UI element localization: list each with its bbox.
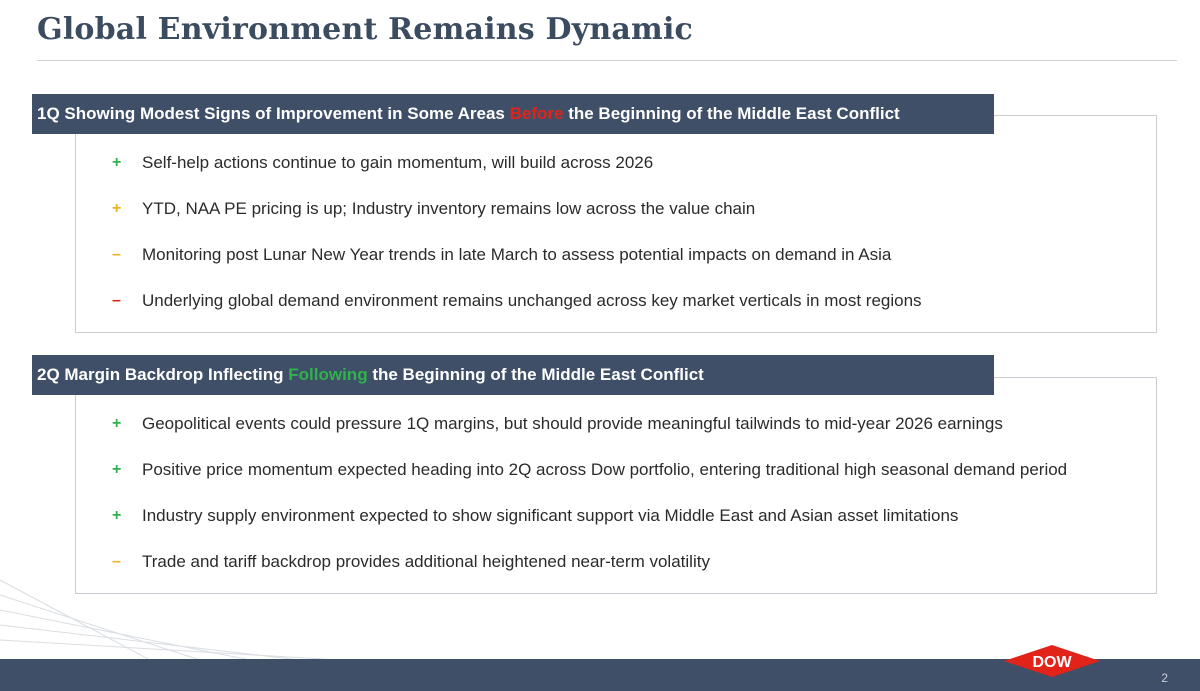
minus-icon: – [112, 553, 121, 570]
minus-icon: – [112, 246, 121, 263]
bullet-item [112, 459, 1067, 505]
section-1-header-post: the Beginning of the Middle East Conflict [563, 104, 900, 123]
dow-logo [1004, 645, 1100, 677]
title-divider [37, 60, 1177, 61]
page-number: 2 [1161, 671, 1168, 685]
bullet-text: Positive price momentum expected heading into 2Q across Dow portfolio, entering traditional high seasonal demand period [142, 460, 1068, 479]
plus-icon: + [112, 507, 122, 524]
bullet-item [112, 413, 1067, 459]
plus-icon: + [112, 200, 122, 217]
bullet-item [112, 244, 922, 290]
section-2-header [32, 355, 994, 395]
logo-text: DOW [1032, 654, 1072, 671]
bullet-text: YTD, NAA PE pricing is up; Industry inventory remains low across the value chain [142, 199, 756, 218]
section-1-header [32, 94, 994, 134]
plus-icon: + [112, 461, 122, 478]
plus-icon: + [112, 415, 122, 432]
slide-title: Global Environment Remains Dynamic [37, 12, 694, 47]
section-1-bullet-list [112, 152, 922, 336]
decorative-lines [0, 560, 340, 660]
section-2-header-highlight: Following [288, 365, 368, 384]
section-2-header-post: the Beginning of the Middle East Conflict [367, 365, 704, 384]
bullet-text: Geopolitical events could pressure 1Q margins, but should provide meaningful tailwinds to mid-year 2026 earnings [142, 414, 1003, 433]
bullet-item [112, 198, 922, 244]
bullet-text: Trade and tariff backdrop provides additional heightened near-term volatility [142, 552, 710, 571]
bullet-text: Underlying global demand environment remains unchanged across key market verticals in most regions [142, 291, 922, 310]
bullet-item [112, 505, 1067, 551]
bullet-item [112, 290, 922, 336]
minus-icon: – [112, 292, 121, 309]
bullet-text: Self-help actions continue to gain momentum, will build across 2026 [142, 153, 654, 172]
bullet-text: Industry supply environment expected to show significant support via Middle East and Asian asset limitations [142, 506, 959, 525]
bullet-text: Monitoring post Lunar New Year trends in late March to assess potential impacts on demand in Asia [142, 245, 892, 264]
plus-icon: + [112, 154, 122, 171]
section-1-header-pre: 1Q Showing Modest Signs of Improvement in Some Areas [37, 104, 510, 123]
section-1-header-highlight: Before [509, 104, 564, 123]
bullet-item [112, 152, 922, 198]
section-2-header-pre: 2Q Margin Backdrop Inflecting [37, 365, 289, 384]
